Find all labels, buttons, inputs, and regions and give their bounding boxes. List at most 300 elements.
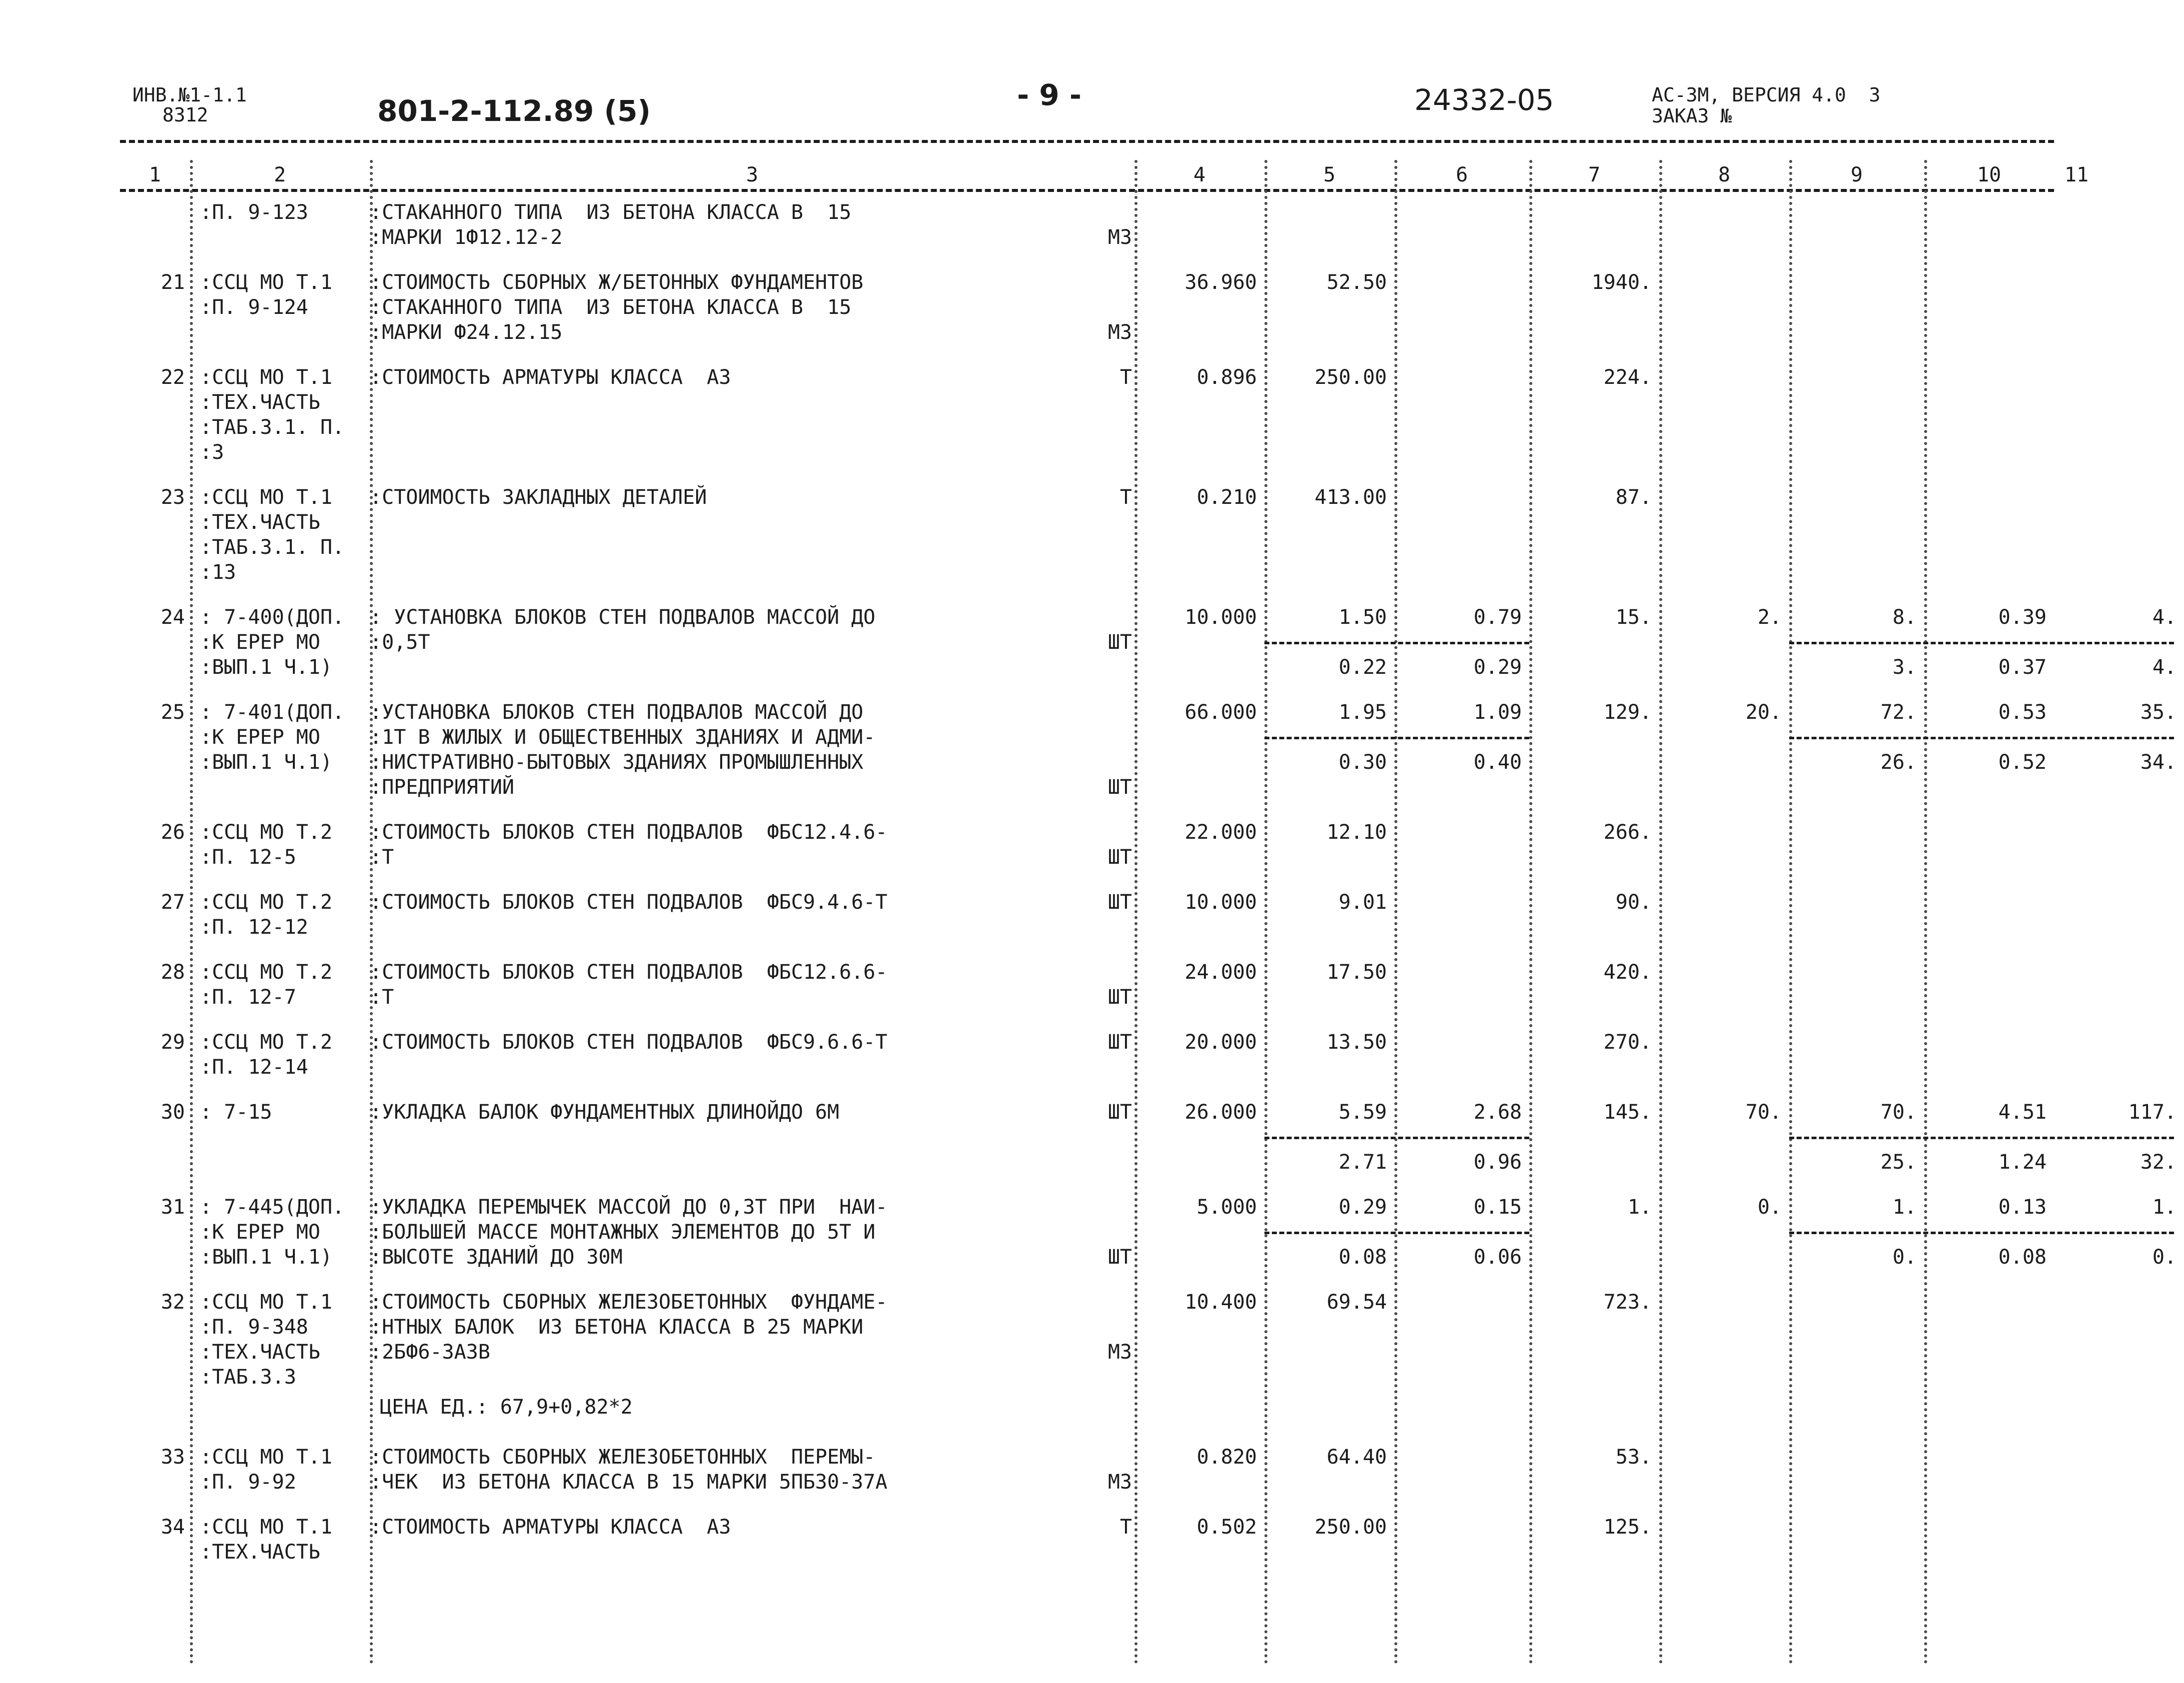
code-line: :3	[200, 441, 224, 464]
unit-label: ШТ	[1107, 1031, 1132, 1054]
total-wage: 0.	[1757, 1196, 1782, 1219]
description-line: :1Т В ЖИЛЫХ И ОБЩЕСТВЕННЫХ ЗДАНИЯХ И АДМИ-	[370, 726, 876, 749]
machine-cost	[1789, 1445, 1917, 1470]
total-wage	[1659, 365, 1782, 390]
unit-price: 17.50	[1326, 961, 1387, 984]
code-line: :К ЕРЕР МО	[200, 1221, 320, 1244]
unit-label: Т	[1119, 366, 1132, 389]
code-line: :ВЫП.1 Ч.1)	[200, 751, 332, 774]
unit-price: 52.50	[1326, 271, 1387, 294]
description-line: :2БФ6-3А3В	[370, 1341, 490, 1364]
quantity: 66.000	[1184, 701, 1257, 724]
row-line	[120, 270, 2054, 295]
table-row	[120, 485, 2054, 605]
row-line	[120, 1340, 2054, 1365]
quantity: 5.000	[1196, 1196, 1257, 1219]
row-line	[120, 750, 2177, 775]
column-header-6: 6	[1455, 163, 1468, 186]
row-line	[120, 845, 2054, 870]
split-rule	[1789, 642, 2174, 644]
row-line	[120, 630, 2054, 655]
code-line: :ССЦ МО Т.1	[200, 271, 332, 294]
total-cost: 15.	[1615, 606, 1652, 629]
code-line: : 7-15	[200, 1101, 272, 1124]
unit-wage	[1394, 1445, 1522, 1470]
unit-label: М3	[1107, 321, 1132, 344]
code-line: :ССЦ МО Т.1	[200, 1291, 332, 1314]
machine-wage: 26.	[1880, 751, 1917, 774]
description-line: :СТОИМОСТЬ СБОРНЫХ ЖЕЛЕЗОБЕТОННЫХ ПЕРЕМЫ-	[370, 1446, 876, 1469]
unit-price-wage: 0.08	[1338, 1246, 1387, 1269]
description-line: :СТОИМОСТЬ БЛОКОВ СТЕН ПОДВАЛОВ ФБС9.4.6-Т	[370, 891, 888, 914]
row-number: 26	[160, 821, 185, 844]
split-rule	[1264, 1137, 1529, 1139]
total-wage	[1659, 890, 1782, 915]
row-line	[120, 1540, 2054, 1565]
code-line: :П. 9-92	[200, 1471, 296, 1494]
code-line: :П. 9-348	[200, 1316, 308, 1339]
row-line	[120, 1220, 2054, 1245]
row-line	[120, 960, 2054, 985]
column-header-9: 9	[1850, 163, 1863, 186]
total-wage: 2.	[1757, 606, 1782, 629]
description-line: :СТОИМОСТЬ СБОРНЫХ Ж/БЕТОННЫХ ФУНДАМЕНТОВ	[370, 271, 864, 294]
machine-cost	[1789, 200, 1917, 225]
labor-machine: 0.37	[1998, 656, 2047, 679]
top-rule	[120, 140, 2054, 143]
labor-total	[1979, 485, 2177, 510]
document-code: 801-2-112.89 (5)	[377, 94, 651, 128]
code-line: :ТАБ.3.1. П.	[200, 416, 344, 439]
code-line: :ТЕХ.ЧАСТЬ	[200, 1341, 320, 1364]
row-number: 28	[160, 961, 185, 984]
unit-price: 250.00	[1314, 366, 1387, 389]
code-line: :П. 12-5	[200, 846, 296, 869]
total-wage: 70.	[1745, 1101, 1782, 1124]
total-wage	[1659, 485, 1782, 510]
quantity: 10.000	[1184, 891, 1257, 914]
unit-price-wage: 0.22	[1338, 656, 1387, 679]
unit-label: ШТ	[1107, 1246, 1132, 1269]
total-cost: 53.	[1615, 1446, 1652, 1469]
unit-label: М3	[1107, 1341, 1132, 1364]
machine-wage: 3.	[1892, 656, 1917, 679]
labor-total: 35.	[2140, 701, 2177, 724]
table-row	[120, 1445, 2054, 1515]
inventory-label: ИНВ.№1-1.1	[132, 84, 247, 106]
labor-per-unit: 0.13	[1998, 1196, 2047, 1219]
row-line	[120, 390, 2054, 415]
unit-wage	[1394, 890, 1522, 915]
split-rule	[1789, 1137, 2174, 1139]
description-line: :СТОИМОСТЬ БЛОКОВ СТЕН ПОДВАЛОВ ФБС9.6.6-Т	[370, 1031, 888, 1054]
total-cost: 125.	[1603, 1516, 1652, 1539]
column-header-10: 10	[1977, 163, 2002, 186]
code-line: : 7-445(ДОП.	[200, 1196, 344, 1219]
unit-price: 1.50	[1338, 606, 1387, 629]
labor-per-unit: 0.39	[1998, 606, 2047, 629]
labor-total	[1979, 365, 2177, 390]
description-line: :0,5Т	[370, 631, 430, 654]
row-line	[120, 985, 2054, 1010]
description-line: :ПРЕДПРИЯТИЙ	[370, 776, 514, 799]
row-line	[120, 605, 2177, 630]
column-header-3: 3	[746, 163, 759, 186]
row-line	[120, 1470, 2054, 1495]
unit-machine-wage: 0.06	[1473, 1246, 1522, 1269]
price-note: ЦЕНА ЕД.: 67,9+0,82*2	[380, 1396, 633, 1419]
table-row	[120, 1030, 2054, 1100]
labor-total	[1979, 960, 2177, 985]
quantity: 10.000	[1184, 606, 1257, 629]
inventory-number: 8312	[162, 104, 208, 126]
total-wage	[1659, 1030, 1782, 1055]
code-line: :ТЕХ.ЧАСТЬ	[200, 391, 320, 414]
unit-price: 5.59	[1338, 1101, 1387, 1124]
unit-label: ШТ	[1107, 891, 1132, 914]
column-header-8: 8	[1718, 163, 1731, 186]
table-row	[120, 960, 2054, 1030]
quantity: 26.000	[1184, 1101, 1257, 1124]
row-line	[120, 1290, 2054, 1315]
labor-machine-total: 32.	[2140, 1151, 2177, 1174]
row-line	[120, 1445, 2054, 1470]
row-line	[120, 655, 2177, 680]
unit-price: 64.40	[1326, 1446, 1387, 1469]
machine-cost	[1789, 365, 1917, 390]
unit-label: ШТ	[1107, 846, 1132, 869]
column-header-5: 5	[1323, 163, 1336, 186]
split-rule	[1264, 1232, 1529, 1234]
quantity: 36.960	[1184, 271, 1257, 294]
row-number: 29	[160, 1031, 185, 1054]
code-line: :К ЕРЕР МО	[200, 631, 320, 654]
description-line: :СТОИМОСТЬ СБОРНЫХ ЖЕЛЕЗОБЕТОННЫХ ФУНДАМЕ-	[370, 1291, 888, 1314]
total-wage	[1659, 820, 1782, 845]
unit-price	[1264, 200, 1387, 225]
row-number: 27	[160, 891, 185, 914]
description-line: :СТОИМОСТЬ ЗАКЛАДНЫХ ДЕТАЛЕЙ	[370, 486, 707, 509]
unit-price: 413.00	[1314, 486, 1387, 509]
total-cost: 723.	[1603, 1291, 1652, 1314]
code-line: :ССЦ МО Т.1	[200, 486, 332, 509]
row-number: 31	[160, 1196, 185, 1219]
labor-machine-total: 34.	[2140, 751, 2177, 774]
total-wage	[1659, 960, 1782, 985]
unit-wage	[1394, 820, 1522, 845]
quantity: 0.210	[1196, 486, 1257, 509]
total-cost: 1940.	[1591, 271, 1652, 294]
machine-cost: 8.	[1892, 606, 1917, 629]
machine-cost	[1789, 1290, 1917, 1315]
row-number: 21	[160, 271, 185, 294]
row-line	[120, 820, 2054, 845]
labor-machine-total: 0.	[2152, 1246, 2177, 1269]
unit-price-wage: 0.30	[1338, 751, 1387, 774]
estimate-table	[120, 200, 2177, 1585]
unit-wage: 0.15	[1473, 1196, 1522, 1219]
labor-machine-total: 4.	[2152, 656, 2177, 679]
unit-label: Т	[1119, 1516, 1132, 1539]
row-line	[120, 485, 2054, 510]
labor-total: 1.	[2152, 1196, 2177, 1219]
description-line: :УКЛАДКА БАЛОК ФУНДАМЕНТНЫХ ДЛИНОЙДО 6М	[370, 1101, 840, 1124]
table-row	[120, 365, 2054, 485]
code-line: : 7-400(ДОП.	[200, 606, 344, 629]
split-rule	[1789, 737, 2174, 739]
row-number: 25	[160, 701, 185, 724]
row-line	[120, 1515, 2054, 1540]
labor-per-unit: 4.51	[1998, 1101, 2047, 1124]
machine-cost	[1789, 1030, 1917, 1055]
code-line: :ССЦ МО Т.1	[200, 366, 332, 389]
unit-label: ШТ	[1107, 631, 1132, 654]
total-cost: 224.	[1603, 366, 1652, 389]
table-row	[120, 820, 2054, 890]
quantity: 0.502	[1196, 1516, 1257, 1539]
machine-cost	[1789, 820, 1917, 845]
row-line	[120, 295, 2054, 320]
total-wage	[1659, 200, 1782, 225]
code-line: :П. 12-12	[200, 916, 308, 939]
row-line	[120, 700, 2177, 725]
machine-wage: 0.	[1892, 1246, 1917, 1269]
unit-price: 13.50	[1326, 1031, 1387, 1054]
unit-label: ШТ	[1107, 986, 1132, 1009]
table-row	[120, 1515, 2054, 1585]
quantity: 24.000	[1184, 961, 1257, 984]
quantity: 0.896	[1196, 366, 1257, 389]
row-number: 33	[160, 1446, 185, 1469]
row-line	[120, 225, 2054, 250]
row-number: 32	[160, 1291, 185, 1314]
code-line: :ССЦ МО Т.2	[200, 821, 332, 844]
code-line: :ССЦ МО Т.1	[200, 1516, 332, 1539]
page-number: - 9 -	[1017, 78, 1082, 112]
row-line	[120, 775, 2054, 800]
unit-wage	[1394, 485, 1522, 510]
total-wage	[1659, 270, 1782, 295]
row-line	[120, 1150, 2177, 1175]
row-line	[120, 320, 2054, 345]
table-row	[120, 890, 2054, 960]
code-line: :К ЕРЕР МО	[200, 726, 320, 749]
row-line	[120, 890, 2054, 915]
unit-wage	[1394, 270, 1522, 295]
unit-label: Т	[1119, 486, 1132, 509]
table-row	[120, 1100, 2177, 1195]
unit-price: 250.00	[1314, 1516, 1387, 1539]
column-header-7: 7	[1588, 163, 1601, 186]
description-line: :СТОИМОСТЬ БЛОКОВ СТЕН ПОДВАЛОВ ФБС12.6.6-	[370, 961, 888, 984]
unit-label: М3	[1107, 226, 1132, 249]
machine-cost	[1789, 960, 1917, 985]
table-row	[120, 1290, 2054, 1445]
total-cost: 90.	[1615, 891, 1652, 914]
row-line	[120, 415, 2054, 440]
row-line	[120, 1055, 2054, 1080]
code-line: :ССЦ МО Т.2	[200, 961, 332, 984]
machine-cost: 1.	[1892, 1196, 1917, 1219]
description-line: :СТОИМОСТЬ АРМАТУРЫ КЛАССА А3	[370, 366, 731, 389]
quantity	[1134, 200, 1257, 225]
labor-per-unit: 0.53	[1998, 701, 2047, 724]
unit-machine-wage: 0.29	[1473, 656, 1522, 679]
labor-total	[1979, 1030, 2177, 1055]
unit-price: 9.01	[1338, 891, 1387, 914]
code-line: :ТЕХ.ЧАСТЬ	[200, 1541, 320, 1564]
unit-wage: 1.09	[1473, 701, 1522, 724]
code-line: :ВЫП.1 Ч.1)	[200, 1246, 332, 1269]
row-number	[120, 200, 185, 225]
labor-total	[1979, 1290, 2177, 1315]
unit-price: 0.29	[1338, 1196, 1387, 1219]
row-number: 30	[160, 1101, 185, 1124]
total-wage: 20.	[1745, 701, 1782, 724]
unit-wage	[1394, 1290, 1522, 1315]
machine-cost	[1789, 485, 1917, 510]
description-line: :НТНЫХ БАЛОК ИЗ БЕТОНА КЛАССА В 25 МАРКИ	[370, 1316, 864, 1339]
labor-total: 117.	[2128, 1101, 2177, 1124]
quantity: 20.000	[1184, 1031, 1257, 1054]
table-row	[120, 200, 2054, 270]
description-line: : УСТАНОВКА БЛОКОВ СТЕН ПОДВАЛОВ МАССОЙ ДО	[370, 606, 876, 629]
machine-cost: 72.	[1880, 701, 1917, 724]
code-line: :ТЕХ.ЧАСТЬ	[200, 511, 320, 534]
labor-total	[1979, 270, 2177, 295]
order-label: ЗАКАЗ №	[1652, 105, 1732, 127]
row-number: 22	[160, 366, 185, 389]
labor-machine: 0.52	[1998, 751, 2047, 774]
unit-wage	[1394, 1030, 1522, 1055]
table-row	[120, 605, 2177, 700]
unit-label: М3	[1107, 1471, 1132, 1494]
description-line: :СТОИМОСТЬ АРМАТУРЫ КЛАССА А3	[370, 1516, 731, 1539]
code-line: :П. 9-123	[200, 201, 308, 224]
unit-wage	[1394, 365, 1522, 390]
description-line: :ЧЕК ИЗ БЕТОНА КЛАССА В 15 МАРКИ 5ПБ30-37А	[370, 1471, 888, 1494]
total-wage	[1659, 1290, 1782, 1315]
row-line	[120, 1245, 2177, 1270]
row-line	[120, 1030, 2054, 1055]
description-line: :СТАКАННОГО ТИПА ИЗ БЕТОНА КЛАССА В 15	[370, 296, 852, 319]
description-line: :Т	[370, 986, 394, 1009]
total-cost: 266.	[1603, 821, 1652, 844]
description-line: :Т	[370, 846, 394, 869]
machine-wage: 25.	[1880, 1151, 1917, 1174]
machine-cost	[1789, 270, 1917, 295]
table-row	[120, 1195, 2177, 1290]
description-line: :УКЛАДКА ПЕРЕМЫЧЕК МАССОЙ ДО 0,3Т ПРИ НАИ-	[370, 1196, 888, 1219]
labor-total	[1979, 1445, 2177, 1470]
total-cost: 87.	[1615, 486, 1652, 509]
code-line: :ССЦ МО Т.2	[200, 1031, 332, 1054]
column-header-2: 2	[273, 163, 286, 186]
unit-price: 12.10	[1326, 821, 1387, 844]
code-line: :ТАБ.3.1. П.	[200, 536, 344, 559]
machine-cost: 70.	[1880, 1101, 1917, 1124]
total-cost: 270.	[1603, 1031, 1652, 1054]
total-cost: 420.	[1603, 961, 1652, 984]
code-line: :П. 12-14	[200, 1056, 308, 1079]
code-line: :П. 9-124	[200, 296, 308, 319]
code-line: :ССЦ МО Т.2	[200, 891, 332, 914]
row-line	[120, 1365, 2054, 1390]
table-row	[120, 270, 2054, 365]
split-rule	[1264, 737, 1529, 739]
code-line: :13	[200, 561, 236, 584]
total-cost: 129.	[1603, 701, 1652, 724]
row-line	[120, 1125, 2054, 1150]
unit-wage	[1394, 200, 1522, 225]
unit-label: ШТ	[1107, 776, 1132, 799]
labor-machine: 1.24	[1998, 1151, 2047, 1174]
unit-machine-wage: 0.96	[1473, 1151, 1522, 1174]
unit-price: 1.95	[1338, 701, 1387, 724]
description-line: :МАРКИ Ф24.12.15	[370, 321, 563, 344]
description-line: :СТОИМОСТЬ БЛОКОВ СТЕН ПОДВАЛОВ ФБС12.4.6-	[370, 821, 888, 844]
column-header-1: 1	[148, 163, 161, 186]
row-number: 24	[160, 606, 185, 629]
code-line: :ВЫП.1 Ч.1)	[200, 656, 332, 679]
row-line	[120, 725, 2054, 750]
total-wage	[1659, 1445, 1782, 1470]
labor-total	[1979, 200, 2177, 225]
unit-wage	[1394, 960, 1522, 985]
labor-total: 4.	[2152, 606, 2177, 629]
description-line: :УСТАНОВКА БЛОКОВ СТЕН ПОДВАЛОВ МАССОЙ ДО	[370, 701, 864, 724]
description-line: :БОЛЬШЕЙ МАССЕ МОНТАЖНЫХ ЭЛЕМЕНТОВ ДО 5Т И	[370, 1221, 876, 1244]
row-number: 23	[160, 486, 185, 509]
total-cost: 145.	[1603, 1101, 1652, 1124]
total-wage	[1659, 1515, 1782, 1540]
unit-wage	[1394, 1515, 1522, 1540]
unit-machine-wage: 0.40	[1473, 751, 1522, 774]
program-version: АС-3М, ВЕРСИЯ 4.0 3	[1652, 84, 1881, 106]
split-rule	[1789, 1232, 2174, 1234]
table-row	[120, 700, 2177, 820]
machine-cost	[1789, 890, 1917, 915]
row-line	[120, 535, 2054, 560]
quantity: 10.400	[1184, 1291, 1257, 1314]
description-line: :ВЫСОТЕ ЗДАНИЙ ДО 30М	[370, 1246, 623, 1269]
unit-label: ШТ	[1107, 1101, 1132, 1124]
labor-total	[1979, 890, 2177, 915]
row-line	[120, 1195, 2177, 1220]
row-line	[120, 1315, 2054, 1340]
labor-machine: 0.08	[1998, 1246, 2047, 1269]
row-line	[120, 365, 2054, 390]
row-line	[120, 440, 2054, 465]
unit-price: 69.54	[1326, 1291, 1387, 1314]
code-line: : 7-401(ДОП.	[200, 701, 344, 724]
column-header-11: 11	[2064, 163, 2089, 186]
quantity: 22.000	[1184, 821, 1257, 844]
unit-wage: 0.79	[1473, 606, 1522, 629]
order-code: 24332-05	[1414, 83, 1554, 117]
description-line: :СТАКАННОГО ТИПА ИЗ БЕТОНА КЛАССА В 15	[370, 201, 852, 224]
row-line	[120, 915, 2054, 940]
split-rule	[1264, 642, 1529, 644]
unit-price-wage: 2.71	[1338, 1151, 1387, 1174]
row-line	[120, 510, 2054, 535]
row-line	[120, 1100, 2177, 1125]
row-number: 34	[160, 1516, 185, 1539]
total-cost: 1.	[1627, 1196, 1652, 1219]
code-line: :ССЦ МО Т.1	[200, 1446, 332, 1469]
quantity: 0.820	[1196, 1446, 1257, 1469]
labor-total	[1979, 820, 2177, 845]
